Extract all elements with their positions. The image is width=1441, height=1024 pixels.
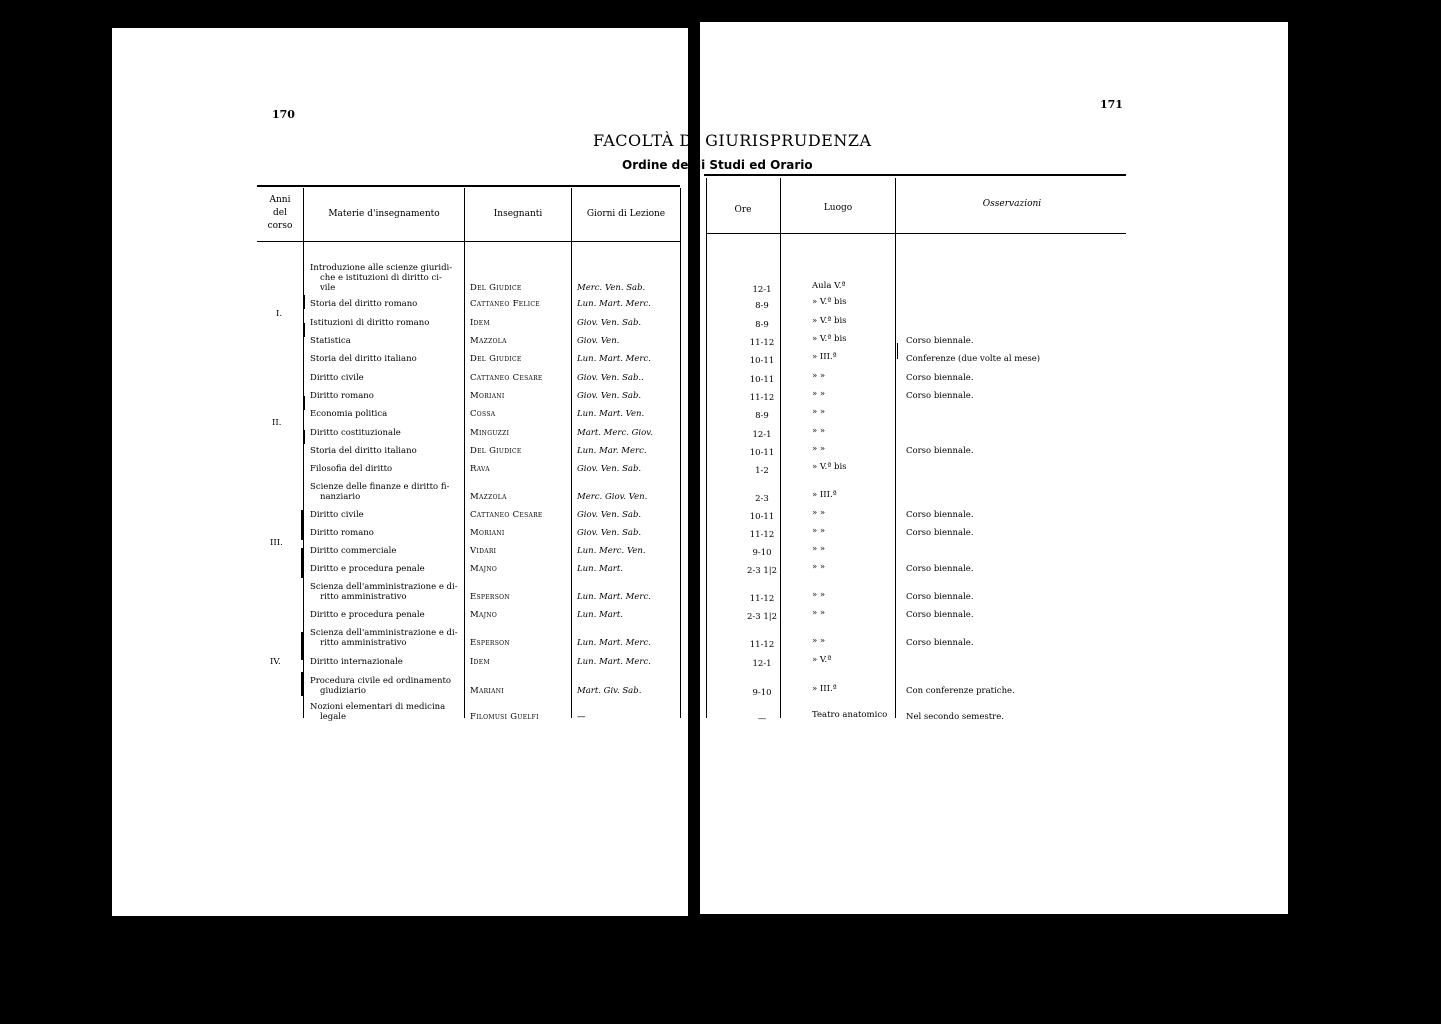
- teacher-name: Esperson: [470, 638, 510, 648]
- lesson-days: Lun. Merc. Ven.: [577, 546, 646, 556]
- subject-name: Statistica: [310, 336, 351, 346]
- header-rule-right: [707, 233, 1126, 234]
- lesson-hours: 11-12: [749, 338, 775, 348]
- year-label: II.: [272, 418, 282, 428]
- lesson-days: Giov. Ven. Sab.: [577, 510, 642, 520]
- lesson-days: Lun. Mart. Ven.: [577, 409, 645, 419]
- group-brace: [301, 632, 303, 660]
- lesson-hours: 12-1: [752, 285, 772, 295]
- column-divider: [571, 188, 572, 718]
- lesson-room: » »: [812, 562, 826, 572]
- lesson-days: Lun. Mart. Merc.: [577, 657, 651, 667]
- lesson-room: » »: [812, 407, 826, 417]
- lesson-days: Lun. Mart. Merc.: [577, 592, 651, 602]
- lesson-days: Giov. Ven. Sab.: [577, 391, 642, 401]
- lesson-hours: 2-3: [755, 494, 769, 504]
- subject-name: Diritto e procedura penale: [310, 610, 425, 620]
- subject-name: Diritto civile: [310, 510, 364, 520]
- teacher-name: Cattaneo Felice: [470, 299, 540, 309]
- observation-note: Conferenze (due volte al mese): [906, 354, 1041, 364]
- teacher-name: Minguzzi: [470, 428, 510, 438]
- subject-name-cont: ritto amministrativo: [320, 592, 407, 602]
- subject-name-cont: nanziario: [320, 492, 361, 502]
- group-brace: [303, 396, 305, 410]
- lesson-hours: 10-11: [749, 375, 775, 385]
- lesson-hours: —: [757, 714, 767, 724]
- observation-note: Corso biennale.: [906, 446, 974, 456]
- teacher-name: Del Giudice: [470, 446, 522, 456]
- lesson-days: Lun. Mart.: [577, 610, 623, 620]
- lesson-days: Lun. Mar. Merc.: [577, 446, 647, 456]
- lesson-days: Mart. Giv. Sab.: [577, 686, 642, 696]
- header-osservazioni: Osservazioni: [982, 199, 1042, 209]
- lesson-room: » »: [812, 444, 826, 454]
- lesson-hours: 1-2: [755, 466, 769, 476]
- group-brace: [301, 510, 303, 540]
- subject-name: Economia politica: [310, 409, 388, 419]
- top-rule-right: [704, 174, 1126, 176]
- teacher-name: Idem: [470, 657, 490, 667]
- lesson-hours: 8-9: [755, 411, 769, 421]
- teacher-name: Moriani: [470, 391, 505, 401]
- lesson-room: » V.ª bis: [812, 316, 847, 326]
- header-rule-left: [257, 241, 680, 242]
- lesson-days: Giov. Ven.: [577, 336, 620, 346]
- column-divider: [680, 188, 681, 718]
- group-brace: [301, 672, 303, 696]
- lesson-hours: 2-3 1|2: [746, 612, 778, 622]
- teacher-name: Mazzola: [470, 336, 507, 346]
- header-giorni: Giorni di Lezione: [586, 209, 666, 219]
- page-subtitle: Ordine degli Studi ed Orario: [622, 158, 813, 172]
- lesson-days: Lun. Mart. Merc.: [577, 638, 651, 648]
- group-brace: [303, 295, 305, 309]
- subject-name: Procedura civile ed ordinamento: [310, 676, 452, 686]
- observation-note: Corso biennale.: [906, 528, 974, 538]
- page-title: FACOLTÀ DI GIURISPRUDENZA: [593, 131, 872, 150]
- subject-name: Diritto romano: [310, 391, 374, 401]
- observation-note: Corso biennale.: [906, 373, 974, 383]
- subject-name: Storia del diritto romano: [310, 299, 418, 309]
- page-number-right: 171: [1100, 98, 1123, 111]
- teacher-name: Moriani: [470, 528, 505, 538]
- observation-note: Nel secondo semestre.: [906, 712, 1004, 722]
- lesson-hours: 11-12: [749, 393, 775, 403]
- lesson-room: » III.ª: [812, 684, 837, 694]
- page-number-left: 170: [272, 108, 295, 121]
- header-materie: Materie d'insegnamento: [328, 209, 440, 219]
- lesson-room: » V.ª: [812, 655, 832, 665]
- subject-name-cont: che e istituzioni di diritto ci-: [320, 273, 442, 283]
- column-divider: [464, 188, 465, 718]
- teacher-name: Majno: [470, 564, 498, 574]
- lesson-room: » »: [812, 590, 826, 600]
- subject-name-cont: legale: [320, 712, 347, 722]
- teacher-name: Del Giudice: [470, 354, 522, 364]
- subject-name: Diritto civile: [310, 373, 364, 383]
- observation-note: Corso biennale.: [906, 610, 974, 620]
- observation-note: Corso biennale.: [906, 638, 974, 648]
- teacher-name: Rava: [470, 464, 490, 474]
- column-divider: [303, 188, 304, 718]
- teacher-name: Mariani: [470, 686, 504, 696]
- subject-name-cont: giudiziario: [320, 686, 366, 696]
- lesson-hours: 10-11: [749, 356, 775, 366]
- header-anni: [259, 194, 301, 233]
- lesson-room: Teatro anatomico: [812, 710, 888, 720]
- lesson-hours: 11-12: [749, 640, 775, 650]
- subject-name: Istituzioni di diritto romano: [310, 318, 430, 328]
- subject-name-cont: ritto amministrativo: [320, 638, 407, 648]
- teacher-name: Cattaneo Cesare: [470, 510, 543, 520]
- group-brace: [301, 548, 303, 578]
- book-spine: [688, 20, 700, 920]
- lesson-hours: 8-9: [755, 301, 769, 311]
- teacher-name: Mazzola: [470, 492, 507, 502]
- lesson-room: » »: [812, 389, 826, 399]
- lesson-room: » V.ª bis: [812, 334, 847, 344]
- subject-name: Filosofia del diritto: [310, 464, 393, 474]
- group-brace: [303, 323, 305, 337]
- lesson-room: » »: [812, 426, 826, 436]
- subject-name: Diritto e procedura penale: [310, 564, 425, 574]
- lesson-days: Lun. Mart. Merc.: [577, 354, 651, 364]
- header-anni-text: Anni del corso: [267, 195, 293, 231]
- subject-name: Scienze delle finanze e diritto fi-: [310, 482, 450, 492]
- teacher-name: Vidari: [470, 546, 497, 556]
- lesson-room: » V.ª bis: [812, 462, 847, 472]
- observation-note: Corso biennale.: [906, 564, 974, 574]
- lesson-room: » »: [812, 636, 826, 646]
- lesson-room: » III.ª: [812, 352, 837, 362]
- lesson-hours: 8-9: [755, 320, 769, 330]
- teacher-name: Esperson: [470, 592, 510, 602]
- subject-name: Scienza dell'amministrazione e di-: [310, 582, 458, 592]
- lesson-days: —: [577, 712, 586, 722]
- lesson-hours: 9-10: [752, 548, 772, 558]
- lesson-hours: 2-3 1|2: [746, 566, 778, 576]
- subject-name: Nozioni elementari di medicina: [310, 702, 446, 712]
- lesson-room: Aula V.ª: [812, 281, 846, 291]
- lesson-days: Giov. Ven. Sab..: [577, 373, 644, 383]
- subject-name: Scienza dell'amministrazione e di-: [310, 628, 458, 638]
- lesson-hours: 9-10: [752, 688, 772, 698]
- subject-name: Diritto romano: [310, 528, 374, 538]
- subject-name: Storia del diritto italiano: [310, 446, 417, 456]
- year-label: III.: [270, 538, 283, 548]
- observation-note: Corso biennale.: [906, 592, 974, 602]
- lesson-days: Mart. Merc. Giov.: [577, 428, 653, 438]
- subject-name-cont: vile: [320, 283, 336, 293]
- teacher-name: Majno: [470, 610, 498, 620]
- subject-name: Introduzione alle scienze giuridi-: [310, 263, 453, 273]
- observation-note: Corso biennale.: [906, 336, 974, 346]
- lesson-room: » »: [812, 508, 826, 518]
- column-divider: [706, 178, 707, 718]
- lesson-days: Lun. Mart. Merc.: [577, 299, 651, 309]
- header-ore: Ore: [734, 205, 752, 215]
- teacher-name: Idem: [470, 318, 490, 328]
- observation-note: Corso biennale.: [906, 510, 974, 520]
- teacher-name: Filomusi Guelfi: [470, 712, 539, 722]
- lesson-days: Merc. Ven. Sab.: [577, 283, 646, 293]
- column-divider: [895, 178, 896, 718]
- top-rule-left: [257, 185, 680, 187]
- lesson-room: » »: [812, 526, 826, 536]
- lesson-days: Giov. Ven. Sab.: [577, 528, 642, 538]
- teacher-name: Cossa: [470, 409, 496, 419]
- lesson-hours: 11-12: [749, 594, 775, 604]
- teacher-name: Del Giudice: [470, 283, 522, 293]
- lesson-days: Giov. Ven. Sab.: [577, 318, 642, 328]
- year-label: IV.: [270, 657, 281, 667]
- group-brace: [303, 430, 305, 444]
- teacher-name: Cattaneo Cesare: [470, 373, 543, 383]
- lesson-room: » »: [812, 544, 826, 554]
- lesson-days: Merc. Giov. Ven.: [577, 492, 648, 502]
- lesson-hours: 10-11: [749, 448, 775, 458]
- subject-name: Storia del diritto italiano: [310, 354, 417, 364]
- oss-brace: [897, 343, 898, 359]
- lesson-room: » »: [812, 608, 826, 618]
- year-label: I.: [276, 309, 283, 319]
- lesson-room: » III.ª: [812, 490, 837, 500]
- lesson-days: Lun. Mart.: [577, 564, 623, 574]
- lesson-room: » V.ª bis: [812, 297, 847, 307]
- lesson-room: » »: [812, 371, 826, 381]
- subject-name: Diritto costituzionale: [310, 428, 401, 438]
- subject-name: Diritto commerciale: [310, 546, 397, 556]
- subject-name: Diritto internazionale: [310, 657, 403, 667]
- lesson-hours: 10-11: [749, 512, 775, 522]
- observation-note: Corso biennale.: [906, 391, 974, 401]
- header-luogo: Luogo: [823, 203, 853, 213]
- header-insegnanti: Insegnanti: [493, 209, 543, 219]
- lesson-hours: 12-1: [752, 659, 772, 669]
- observation-note: Con conferenze pratiche.: [906, 686, 1015, 696]
- lesson-hours: 12-1: [752, 430, 772, 440]
- lesson-hours: 11-12: [749, 530, 775, 540]
- lesson-days: Giov. Ven. Sab.: [577, 464, 642, 474]
